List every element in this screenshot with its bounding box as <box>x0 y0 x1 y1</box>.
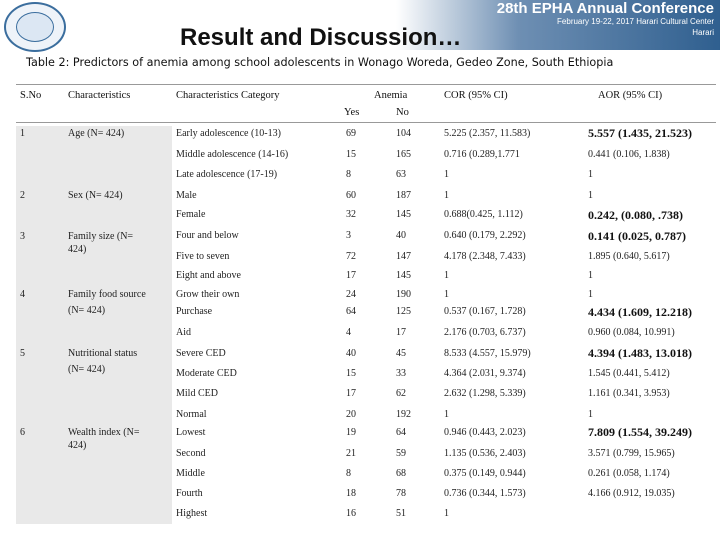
slide-title: Result and Discussion… <box>180 24 462 51</box>
header-characteristics: Characteristics <box>68 90 131 101</box>
no-cell: 187 <box>396 190 411 201</box>
yes-cell: 24 <box>346 289 356 300</box>
table-caption: Table 2: Predictors of anemia among school adolescents in Wonago Woreda, Gedeo Zone, South Ethiopia <box>26 56 614 69</box>
no-cell: 104 <box>396 128 411 139</box>
yes-cell: 3 <box>346 230 351 241</box>
aor-cell: 1 <box>588 270 593 281</box>
category-cell: Male <box>176 190 197 201</box>
no-cell: 125 <box>396 306 411 317</box>
group-label: Age (N= 424) <box>68 128 125 139</box>
group-sno: 1 <box>20 128 25 139</box>
header-yes: Yes <box>344 107 360 118</box>
category-cell: Fourth <box>176 488 203 499</box>
yes-cell: 17 <box>346 270 356 281</box>
category-cell: Purchase <box>176 306 213 317</box>
no-cell: 145 <box>396 270 411 281</box>
category-cell: Severe CED <box>176 348 226 359</box>
table-top-rule <box>16 84 716 85</box>
slide-footer <box>0 528 720 540</box>
no-cell: 64 <box>396 427 406 438</box>
no-cell: 147 <box>396 251 411 262</box>
header-no: No <box>396 107 409 118</box>
cor-cell: 1 <box>444 169 449 180</box>
aor-cell: 0.441 (0.106, 1.838) <box>588 149 670 160</box>
yes-cell: 32 <box>346 209 356 220</box>
yes-cell: 16 <box>346 508 356 519</box>
group-sno: 3 <box>20 231 25 242</box>
group-sno: 2 <box>20 190 25 201</box>
cor-cell: 8.533 (4.557, 15.979) <box>444 348 531 359</box>
aor-cell: 0.960 (0.084, 10.991) <box>588 327 675 338</box>
group-label: Sex (N= 424) <box>68 190 123 201</box>
yes-cell: 15 <box>346 368 356 379</box>
category-cell: Middle adolescence (14-16) <box>176 149 289 160</box>
aor-cell: 1 <box>588 409 593 420</box>
yes-cell: 8 <box>346 468 351 479</box>
group-sno: 6 <box>20 427 25 438</box>
yes-cell: 72 <box>346 251 356 262</box>
cor-cell: 4.364 (2.031, 9.374) <box>444 368 526 379</box>
yes-cell: 15 <box>346 149 356 160</box>
group-label: (N= 424) <box>68 364 106 375</box>
no-cell: 78 <box>396 488 406 499</box>
aor-cell: 1 <box>588 169 593 180</box>
conference-dates: February 19-22, 2017 Harari Cultural Center <box>557 17 714 26</box>
conference-city: Harari <box>692 28 714 37</box>
yes-cell: 60 <box>346 190 356 201</box>
cor-cell: 2.632 (1.298, 5.339) <box>444 388 526 399</box>
category-cell: Moderate CED <box>176 368 237 379</box>
cor-cell: 1 <box>444 508 449 519</box>
category-cell: Early adolescence (10-13) <box>176 128 281 139</box>
yes-cell: 64 <box>346 306 356 317</box>
category-cell: Four and below <box>176 230 239 241</box>
aor-cell: 4.166 (0.912, 19.035) <box>588 488 675 499</box>
cor-cell: 1 <box>444 190 449 201</box>
group-label: (N= 424) <box>68 305 106 316</box>
no-cell: 33 <box>396 368 406 379</box>
category-cell: Middle <box>176 468 205 479</box>
university-seal-logo <box>4 2 66 52</box>
cor-cell: 0.688(0.425, 1.112) <box>444 209 523 220</box>
aor-cell: 1 <box>588 289 593 300</box>
yes-cell: 17 <box>346 388 356 399</box>
conference-title: 28th EPHA Annual Conference <box>496 0 714 17</box>
category-cell: Five to seven <box>176 251 230 262</box>
aor-cell: 1.895 (0.640, 5.617) <box>588 251 670 262</box>
yes-cell: 18 <box>346 488 356 499</box>
cor-cell: 1 <box>444 409 449 420</box>
category-cell: Eight and above <box>176 270 241 281</box>
aor-cell: 1.545 (0.441, 5.412) <box>588 368 670 379</box>
category-cell: Second <box>176 448 206 459</box>
group-label: Family food source <box>68 289 146 300</box>
table-shade <box>16 126 172 524</box>
header-category: Characteristics Category <box>176 90 280 101</box>
no-cell: 40 <box>396 230 406 241</box>
cor-cell: 2.176 (0.703, 6.737) <box>444 327 526 338</box>
aor-cell: 0.261 (0.058, 1.174) <box>588 468 670 479</box>
group-label: Nutritional status <box>68 348 138 359</box>
category-cell: Highest <box>176 508 208 519</box>
group-label: 424) <box>68 244 87 255</box>
category-cell: Lowest <box>176 427 206 438</box>
aor-cell: 3.571 (0.799, 15.965) <box>588 448 675 459</box>
aor-cell: 4.394 (1.483, 13.018) <box>588 346 692 360</box>
group-label: Wealth index (N= <box>68 427 140 438</box>
header-sno: S.No <box>20 90 42 101</box>
no-cell: 63 <box>396 169 406 180</box>
no-cell: 51 <box>396 508 406 519</box>
aor-cell: 5.557 (1.435, 21.523) <box>588 126 692 140</box>
predictors-table <box>0 84 720 524</box>
yes-cell: 8 <box>346 169 351 180</box>
category-cell: Normal <box>176 409 207 420</box>
cor-cell: 0.640 (0.179, 2.292) <box>444 230 526 241</box>
aor-cell: 4.434 (1.609, 12.218) <box>588 305 692 319</box>
aor-cell: 1.161 (0.341, 3.953) <box>588 388 670 399</box>
no-cell: 17 <box>396 327 406 338</box>
group-sno: 4 <box>20 289 25 300</box>
cor-cell: 4.178 (2.348, 7.433) <box>444 251 526 262</box>
aor-cell: 0.242, (0.080, .738) <box>588 208 683 222</box>
cor-cell: 0.716 (0.289,1.771 <box>444 149 520 160</box>
no-cell: 68 <box>396 468 406 479</box>
group-label: 424) <box>68 440 87 451</box>
cor-cell: 5.225 (2.357, 11.583) <box>444 128 531 139</box>
header-rule <box>16 122 716 123</box>
no-cell: 190 <box>396 289 411 300</box>
category-cell: Late adolescence (17-19) <box>176 169 278 180</box>
group-label: Family size (N= <box>68 231 134 242</box>
header-anemia: Anemia <box>374 90 408 101</box>
cor-cell: 0.537 (0.167, 1.728) <box>444 306 526 317</box>
no-cell: 165 <box>396 149 411 160</box>
header-cor: COR (95% CI) <box>444 90 508 101</box>
no-cell: 145 <box>396 209 411 220</box>
cor-cell: 1.135 (0.536, 2.403) <box>444 448 526 459</box>
cor-cell: 1 <box>444 270 449 281</box>
yes-cell: 19 <box>346 427 356 438</box>
aor-cell: 0.141 (0.025, 0.787) <box>588 229 686 243</box>
cor-cell: 1 <box>444 289 449 300</box>
cor-cell: 0.946 (0.443, 2.023) <box>444 427 526 438</box>
yes-cell: 69 <box>346 128 356 139</box>
cor-cell: 0.736 (0.344, 1.573) <box>444 488 526 499</box>
cor-cell: 0.375 (0.149, 0.944) <box>444 468 526 479</box>
no-cell: 192 <box>396 409 411 420</box>
aor-cell: 7.809 (1.554, 39.249) <box>588 425 692 439</box>
category-cell: Female <box>176 209 206 220</box>
yes-cell: 21 <box>346 448 356 459</box>
group-sno: 5 <box>20 348 25 359</box>
no-cell: 59 <box>396 448 406 459</box>
yes-cell: 40 <box>346 348 356 359</box>
aor-cell: 1 <box>588 190 593 201</box>
no-cell: 45 <box>396 348 406 359</box>
header-aor: AOR (95% CI) <box>598 90 663 101</box>
yes-cell: 20 <box>346 409 356 420</box>
category-cell: Grow their own <box>176 289 240 300</box>
yes-cell: 4 <box>346 327 351 338</box>
category-cell: Aid <box>176 327 191 338</box>
category-cell: Mild CED <box>176 388 218 399</box>
no-cell: 62 <box>396 388 406 399</box>
